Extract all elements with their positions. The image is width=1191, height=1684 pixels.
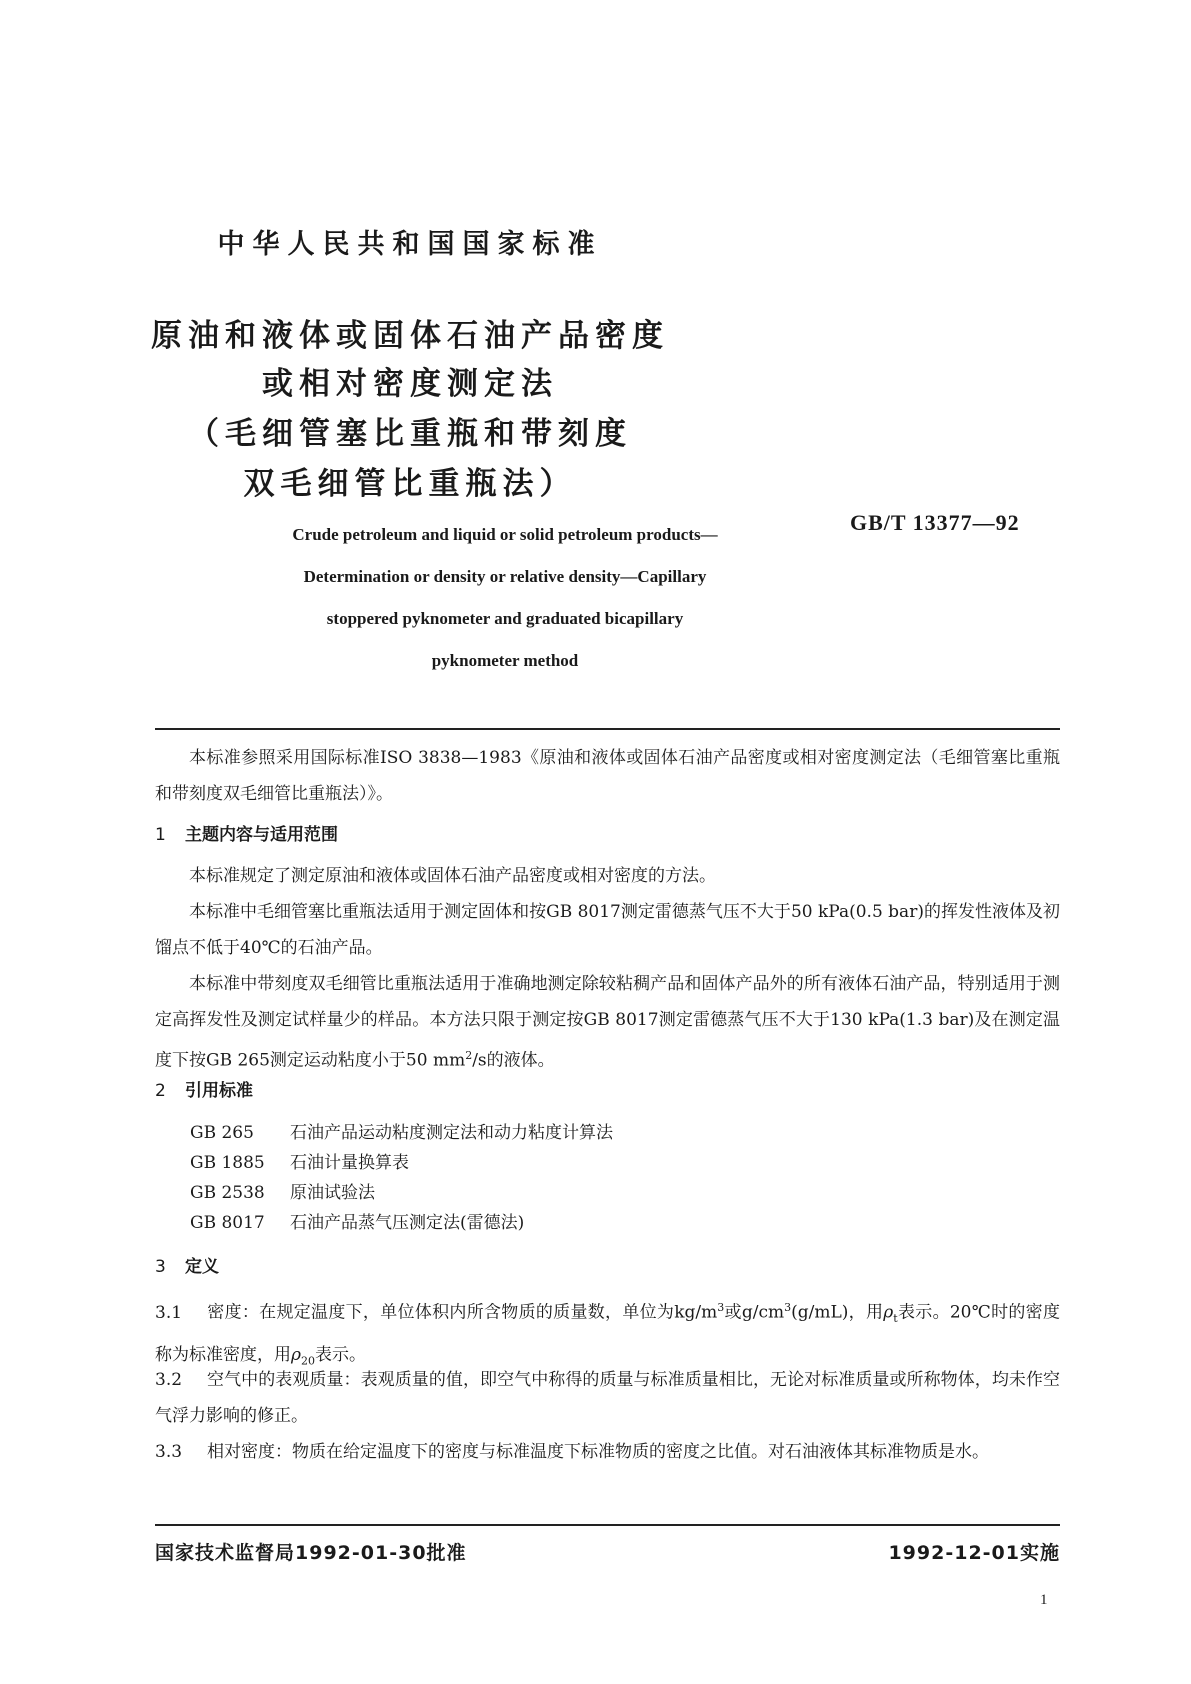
definition-3-2-text: 空气中的表观质量：表观质量的值，即空气中称得的质量与标准质量相比，无论对标准质量或所称物体，均未作空气浮力影响的修正。 [155, 1370, 1060, 1426]
reference-row [190, 1118, 613, 1143]
definition-3-1-text-b: 或g/cm [724, 1302, 785, 1323]
title-line-1: 原油和液体或固体石油产品密度 [151, 318, 669, 354]
subscript-t: t [893, 1312, 898, 1326]
reference-code: GB 2538 [190, 1183, 265, 1203]
section-2-number: 2 [155, 1081, 166, 1101]
definition-3-1-text-c: (g/mL)，用 [791, 1302, 884, 1323]
title-line-3: （毛细管塞比重瓶和带刻度 [188, 416, 632, 452]
reference-name: 石油计量换算表 [290, 1153, 409, 1173]
definition-3-3-text: 相对密度：物质在给定温度下的密度与标准温度下标准物质的密度之比值。对石油液体其标准物质是水。 [207, 1442, 989, 1462]
section-1-paragraph-3 [155, 966, 1060, 1079]
top-divider [155, 728, 1060, 730]
definition-3-2 [155, 1362, 1060, 1434]
section-3-number: 3 [155, 1257, 166, 1277]
english-title-line-2: Determination or density or relative density—Capillary [303, 567, 707, 586]
superscript-3b: 3 [784, 1301, 792, 1314]
reference-code: GB 1885 [190, 1153, 265, 1173]
unit-superscript: 2 [465, 1049, 473, 1062]
reference-name: 原油试验法 [290, 1183, 375, 1203]
rho-symbol: ρ [883, 1302, 894, 1323]
superscript-3a: 3 [717, 1301, 725, 1314]
section-1-paragraph-2: 本标准中毛细管塞比重瓶法适用于测定固体和按GB 8017测定雷德蒸气压不大于50 kPa(0.5 bar)的挥发性液体及初馏点不低于40℃的石油产品。 [155, 902, 1060, 958]
reference-code: GB 265 [190, 1123, 254, 1143]
rho-symbol: ρ [291, 1345, 301, 1366]
definition-3-3-number: 3.3 [155, 1442, 183, 1462]
english-title-line-3: stoppered pyknometer and graduated bicapillary [326, 609, 684, 628]
title-line-4: 双毛细管比重瓶法） [243, 466, 577, 502]
page-number: 1 [1040, 1592, 1048, 1608]
bottom-divider [155, 1524, 1060, 1526]
standard-code: GB/T 13377—92 [850, 510, 1020, 535]
section-2-heading [155, 1076, 253, 1101]
section-1-number: 1 [155, 825, 166, 845]
reference-name: 石油产品蒸气压测定法(雷德法) [290, 1213, 525, 1233]
definition-3-1-text-e: 表示。 [315, 1345, 366, 1366]
definition-3-3 [155, 1434, 1060, 1470]
definition-3-1-number: 3.1 [155, 1302, 183, 1323]
title-line-2: 或相对密度测定法 [262, 366, 558, 402]
national-standard-heading: 中华人民共和国国家标准 [217, 229, 603, 260]
reference-row [190, 1208, 524, 1233]
section-1-paragraph-1: 本标准规定了测定原油和液体或固体石油产品密度或相对密度的方法。 [189, 866, 716, 886]
section-3-title: 定义 [185, 1257, 219, 1277]
reference-code: GB 8017 [190, 1213, 265, 1233]
definition-3-1-text-d: 表示。20℃时的密度称为标准密度，用 [155, 1302, 1060, 1366]
implementation-date: 1992-12-01实施 [888, 1542, 1060, 1564]
english-title-line-4: pyknometer method [431, 651, 579, 670]
definition-3-1-text-a: 密度：在规定温度下，单位体积内所含物质的质量数，单位为kg/m [207, 1302, 718, 1323]
english-title-line-1: Crude petroleum and liquid or solid petroleum products— [292, 525, 718, 544]
section-1-title: 主题内容与适用范围 [185, 825, 338, 845]
subscript-20: 20 [301, 1354, 315, 1368]
reference-row [190, 1178, 375, 1203]
section-3-heading [155, 1252, 219, 1277]
reference-row [190, 1148, 409, 1173]
approval-line: 国家技术监督局1992-01-30批准 [155, 1542, 467, 1564]
definition-3-2-number: 3.2 [155, 1370, 183, 1390]
reference-name: 石油产品运动粘度测定法和动力粘度计算法 [290, 1123, 613, 1143]
section-1-paragraph-3-text: 本标准中带刻度双毛细管比重瓶法适用于准确地测定除较粘稠产品和固体产品外的所有液体石油产品，特别适用于测定高挥发性及测定试样量少的样品。本方法只限于测定按GB 8017测定雷德蒸气压不大于130 kPa(1.3 bar)及在测定温度下按GB 265测定运动粘度小于50 mm [155, 974, 1060, 1071]
section-2-title: 引用标准 [185, 1081, 253, 1101]
section-1-heading [155, 820, 338, 845]
section-1-paragraph-3-end: /s的液体。 [472, 1050, 555, 1071]
intro-paragraph: 本标准参照采用国际标准ISO 3838—1983《原油和液体或固体石油产品密度或相对密度测定法（毛细管塞比重瓶和带刻度双毛细管比重瓶法）》。 [155, 748, 1060, 804]
